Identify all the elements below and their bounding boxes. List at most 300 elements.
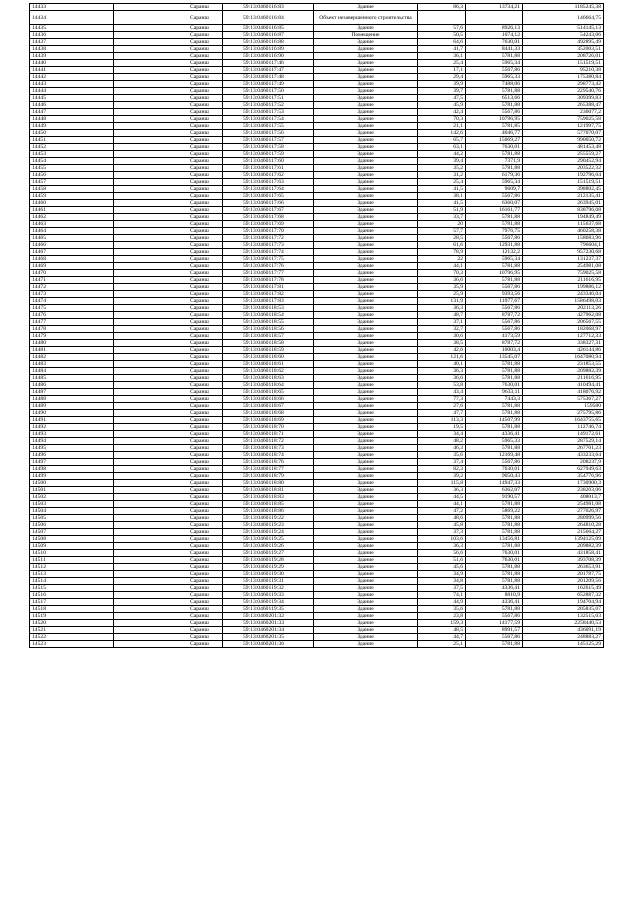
table-row bbox=[30, 613, 604, 620]
cell-cadastral-number: 59:13:0460201:33 bbox=[223, 620, 314, 627]
cell-area: 37,5 bbox=[418, 585, 466, 592]
cell-object-type: Здание bbox=[314, 620, 418, 627]
cell-area: 28,5 bbox=[418, 235, 466, 242]
table-row bbox=[30, 123, 604, 130]
cell-unit-value: 4336,41 bbox=[466, 431, 523, 438]
cell-unit-value: 7371,9 bbox=[466, 158, 523, 165]
cell-area: 48,7 bbox=[418, 312, 466, 319]
table-row bbox=[30, 214, 604, 221]
cell-area: 39,4 bbox=[418, 158, 466, 165]
cell-locality: Саранш bbox=[114, 102, 223, 109]
cell-object-type: Здание bbox=[314, 487, 418, 494]
cell-cadastral-number: 59:13:0460117:63 bbox=[223, 179, 314, 186]
cell-row-number: 14452 bbox=[30, 144, 114, 151]
cell-unit-value: 4173,59 bbox=[466, 333, 523, 340]
cell-cadastral-number: 59:13:0460117:62 bbox=[223, 172, 314, 179]
cell-row-number: 14439 bbox=[30, 53, 114, 60]
cell-locality: Саранш bbox=[114, 11, 223, 25]
cell-cadastral-value: 460258,38 bbox=[523, 228, 604, 235]
cell-locality: Саранш bbox=[114, 550, 223, 557]
cell-row-number: 14489 bbox=[30, 403, 114, 410]
cell-cadastral-value: 393708,39 bbox=[523, 557, 604, 564]
cell-area: 86,3 bbox=[418, 4, 466, 11]
cell-locality: Саранш bbox=[114, 277, 223, 284]
cell-row-number: 14478 bbox=[30, 326, 114, 333]
cell-unit-value: 12132,2 bbox=[466, 249, 523, 256]
table-row bbox=[30, 291, 604, 298]
cell-row-number: 14487 bbox=[30, 389, 114, 396]
cell-row-number: 14503 bbox=[30, 501, 114, 508]
cell-area: 131,9 bbox=[418, 298, 466, 305]
cell-object-type: Здание bbox=[314, 270, 418, 277]
cell-area: 20 bbox=[418, 221, 466, 228]
cell-area: 44,9 bbox=[418, 599, 466, 606]
cell-row-number: 14506 bbox=[30, 522, 114, 529]
cell-locality: Саранш bbox=[114, 235, 223, 242]
cell-object-type: Здание bbox=[314, 298, 418, 305]
cell-area: 27,6 bbox=[418, 403, 466, 410]
table-row bbox=[30, 4, 604, 11]
cell-area: 34,9 bbox=[418, 571, 466, 578]
cell-cadastral-value: 95210,38 bbox=[523, 67, 604, 74]
cell-unit-value: 6179,36 bbox=[466, 172, 523, 179]
table-row bbox=[30, 375, 604, 382]
cell-area: 36,1 bbox=[418, 53, 466, 60]
cell-locality: Саранш bbox=[114, 25, 223, 32]
cell-unit-value: 11077,67 bbox=[466, 298, 523, 305]
cell-locality: Саранш bbox=[114, 270, 223, 277]
table-row bbox=[30, 487, 604, 494]
cell-unit-value: 5781,88 bbox=[466, 529, 523, 536]
cell-locality: Саранш bbox=[114, 165, 223, 172]
cell-area: 38,1 bbox=[418, 193, 466, 200]
table-row bbox=[30, 312, 604, 319]
cell-locality: Саранш bbox=[114, 480, 223, 487]
cell-unit-value: 7630,01 bbox=[466, 144, 523, 151]
cell-unit-value: 10796,95 bbox=[466, 270, 523, 277]
cell-object-type: Здание bbox=[314, 375, 418, 382]
cell-unit-value: 10003,4 bbox=[466, 347, 523, 354]
table-row bbox=[30, 172, 604, 179]
cell-cadastral-value: 151519,51 bbox=[523, 179, 604, 186]
cell-unit-value: 5567,86 bbox=[466, 284, 523, 291]
cell-unit-value: 8441,33 bbox=[466, 46, 523, 53]
cell-cadastral-value: 354776,96 bbox=[523, 473, 604, 480]
cell-row-number: 14513 bbox=[30, 571, 114, 578]
cell-cadastral-value: 263945,01 bbox=[523, 200, 604, 207]
table-row bbox=[30, 46, 604, 53]
cell-locality: Саранш bbox=[114, 368, 223, 375]
cell-object-type: Здание bbox=[314, 508, 418, 515]
cell-cadastral-number: 59:13:0460117:60 bbox=[223, 158, 314, 165]
table-row bbox=[30, 557, 604, 564]
cell-cadastral-value: 206567,55 bbox=[523, 319, 604, 326]
cell-object-type: Здание bbox=[314, 109, 418, 116]
cell-cadastral-value: 263653,91 bbox=[523, 564, 604, 571]
cell-row-number: 14453 bbox=[30, 151, 114, 158]
cell-unit-value: 7630,01 bbox=[466, 466, 523, 473]
cell-cadastral-number: 59:13:0460117:70 bbox=[223, 228, 314, 235]
cell-area: 21,1 bbox=[418, 123, 466, 130]
table-row bbox=[30, 592, 604, 599]
table-row bbox=[30, 480, 604, 487]
cell-cadastral-value: 151519,51 bbox=[523, 60, 604, 67]
cell-object-type: Здание bbox=[314, 445, 418, 452]
cell-cadastral-value: 208237,9 bbox=[523, 459, 604, 466]
cell-cadastral-value: 838796,08 bbox=[523, 207, 604, 214]
cell-area: 46,3 bbox=[418, 445, 466, 452]
cell-object-type: Здание bbox=[314, 165, 418, 172]
cell-row-number: 14460 bbox=[30, 200, 114, 207]
cell-row-number: 14473 bbox=[30, 291, 114, 298]
table-row bbox=[30, 508, 604, 515]
cell-row-number: 14488 bbox=[30, 396, 114, 403]
cell-row-number: 14435 bbox=[30, 25, 114, 32]
cell-row-number: 14467 bbox=[30, 249, 114, 256]
cell-object-type: Здание bbox=[314, 123, 418, 130]
cell-row-number: 14448 bbox=[30, 116, 114, 123]
cell-object-type: Здание bbox=[314, 81, 418, 88]
cell-unit-value: 13734,21 bbox=[466, 4, 523, 11]
cell-object-type: Здание bbox=[314, 326, 418, 333]
cell-cadastral-number: 59:13:0460118:57 bbox=[223, 333, 314, 340]
cell-locality: Саранш bbox=[114, 536, 223, 543]
cell-object-type: Здание bbox=[314, 634, 418, 641]
cell-area: 44,1 bbox=[418, 263, 466, 270]
cell-row-number: 14494 bbox=[30, 438, 114, 445]
table-row bbox=[30, 410, 604, 417]
table-row bbox=[30, 270, 604, 277]
cell-unit-value: 5567,86 bbox=[466, 109, 523, 116]
table-row bbox=[30, 473, 604, 480]
cell-unit-value: 5781,88 bbox=[466, 361, 523, 368]
cell-cadastral-value: 652887,32 bbox=[523, 592, 604, 599]
cell-unit-value: 12169,48 bbox=[466, 452, 523, 459]
cell-unit-value: 8991,57 bbox=[466, 627, 523, 634]
cell-row-number: 14514 bbox=[30, 578, 114, 585]
cell-cadastral-number: 59:13:0460117:65 bbox=[223, 193, 314, 200]
cell-unit-value: 1074,12 bbox=[466, 32, 523, 39]
cell-unit-value: 4336,41 bbox=[466, 599, 523, 606]
cell-unit-value: 5567,86 bbox=[466, 634, 523, 641]
cell-object-type: Здание bbox=[314, 137, 418, 144]
table-row bbox=[30, 431, 604, 438]
table-row bbox=[30, 578, 604, 585]
cell-cadastral-number: 59:13:0460119:31 bbox=[223, 578, 314, 585]
cell-cadastral-number: 59:13:0460116:84 bbox=[223, 11, 314, 25]
cell-cadastral-number: 59:13:0460119:24 bbox=[223, 529, 314, 536]
cell-locality: Саранш bbox=[114, 214, 223, 221]
cell-cadastral-value: 398802,45 bbox=[523, 186, 604, 193]
cell-object-type: Здание bbox=[314, 466, 418, 473]
cell-row-number: 14463 bbox=[30, 221, 114, 228]
cell-row-number: 14438 bbox=[30, 46, 114, 53]
cell-locality: Саранш bbox=[114, 473, 223, 480]
cell-unit-value: 9609,7 bbox=[466, 186, 523, 193]
cell-locality: Саранш bbox=[114, 564, 223, 571]
table-row bbox=[30, 550, 604, 557]
cell-row-number: 14449 bbox=[30, 123, 114, 130]
cell-area: 37,4 bbox=[418, 459, 466, 466]
cell-cadastral-number: 59:13:0460118:53 bbox=[223, 305, 314, 312]
cell-row-number: 14444 bbox=[30, 88, 114, 95]
cell-locality: Саранш bbox=[114, 200, 223, 207]
cell-cadastral-number: 59:13:0460117:49 bbox=[223, 81, 314, 88]
table-body bbox=[30, 4, 604, 648]
cell-cadastral-value: 309399,83 bbox=[523, 95, 604, 102]
cell-area: 43,4 bbox=[418, 389, 466, 396]
cell-unit-value: 4336,41 bbox=[466, 585, 523, 592]
cell-object-type: Здание bbox=[314, 389, 418, 396]
cell-cadastral-value: 277026,97 bbox=[523, 508, 604, 515]
cell-cadastral-value: 352003,51 bbox=[523, 46, 604, 53]
cell-object-type: Здание bbox=[314, 459, 418, 466]
cell-cadastral-value: 759025,58 bbox=[523, 116, 604, 123]
cell-cadastral-value: 408013,7 bbox=[523, 494, 604, 501]
cell-cadastral-value: 264810,28 bbox=[523, 522, 604, 529]
table-row bbox=[30, 347, 604, 354]
cell-locality: Саранш bbox=[114, 228, 223, 235]
cell-locality: Саранш bbox=[114, 81, 223, 88]
cell-cadastral-value: 255559,27 bbox=[523, 151, 604, 158]
table-row bbox=[30, 25, 604, 32]
cell-locality: Саранш bbox=[114, 571, 223, 578]
cell-object-type: Здание bbox=[314, 571, 418, 578]
cell-area: 53,8 bbox=[418, 382, 466, 389]
cell-row-number: 14512 bbox=[30, 564, 114, 571]
cell-area: 37,1 bbox=[418, 319, 466, 326]
cell-area: 47,2 bbox=[418, 508, 466, 515]
cell-locality: Саранш bbox=[114, 46, 223, 53]
table-row bbox=[30, 151, 604, 158]
cell-cadastral-number: 59:13:0460119:28 bbox=[223, 557, 314, 564]
cell-object-type: Здание bbox=[314, 578, 418, 585]
cell-locality: Саранш bbox=[114, 410, 223, 417]
cell-area: 36,3 bbox=[418, 487, 466, 494]
cell-object-type: Здание bbox=[314, 333, 418, 340]
cell-cadastral-number: 59:13:0460118:81 bbox=[223, 487, 314, 494]
cell-cadastral-number: 59:13:0460118:61 bbox=[223, 361, 314, 368]
cell-unit-value: 5567,86 bbox=[466, 459, 523, 466]
cell-unit-value: 5781,88 bbox=[466, 214, 523, 221]
cell-object-type: Здание bbox=[314, 417, 418, 424]
cell-unit-value: 7630,01 bbox=[466, 550, 523, 557]
cell-cadastral-value: 243346,04 bbox=[523, 291, 604, 298]
cell-cadastral-number: 59:13:0460118:76 bbox=[223, 459, 314, 466]
cell-cadastral-number: 59:13:0460118:73 bbox=[223, 445, 314, 452]
cell-locality: Саранш bbox=[114, 172, 223, 179]
table-row bbox=[30, 522, 604, 529]
cell-row-number: 14485 bbox=[30, 375, 114, 382]
table-row bbox=[30, 361, 604, 368]
cell-object-type: Здание bbox=[314, 473, 418, 480]
table-row bbox=[30, 81, 604, 88]
cell-cadastral-value: 254981,08 bbox=[523, 263, 604, 270]
cell-object-type: Здание bbox=[314, 95, 418, 102]
cell-area: 36,3 bbox=[418, 305, 466, 312]
table-row bbox=[30, 536, 604, 543]
cell-cadastral-value: 182068,97 bbox=[523, 326, 604, 333]
cell-unit-value: 5567,86 bbox=[466, 305, 523, 312]
cell-locality: Саранш bbox=[114, 403, 223, 410]
cell-locality: Саранш bbox=[114, 74, 223, 81]
cell-cadastral-number: 59:13:0460117:78 bbox=[223, 277, 314, 284]
cell-locality: Саранш bbox=[114, 60, 223, 67]
cell-area: 45,6 bbox=[418, 564, 466, 571]
cell-locality: Саранш bbox=[114, 88, 223, 95]
cell-locality: Саранш bbox=[114, 333, 223, 340]
cell-cadastral-number: 59:13:0460119:29 bbox=[223, 564, 314, 571]
table-row bbox=[30, 235, 604, 242]
cell-locality: Саранш bbox=[114, 389, 223, 396]
cell-area: 113,3 bbox=[418, 417, 466, 424]
cell-locality: Саранш bbox=[114, 67, 223, 74]
cell-object-type: Здание bbox=[314, 221, 418, 228]
cell-row-number: 14502 bbox=[30, 494, 114, 501]
cell-area: 23,8 bbox=[418, 613, 466, 620]
cell-unit-value: 5781,88 bbox=[466, 53, 523, 60]
cell-cadastral-number: 59:13:0460116:88 bbox=[223, 39, 314, 46]
cell-cadastral-number: 59:13:0460118:66 bbox=[223, 396, 314, 403]
cell-cadastral-number: 59:13:0460118:63 bbox=[223, 375, 314, 382]
cell-object-type: Здание bbox=[314, 74, 418, 81]
cell-cadastral-value: 149172,61 bbox=[523, 431, 604, 438]
cell-cadastral-value: 194704,94 bbox=[523, 599, 604, 606]
cell-cadastral-value: 121997,75 bbox=[523, 123, 604, 130]
cell-area: 48,6 bbox=[418, 515, 466, 522]
table-row bbox=[30, 284, 604, 291]
cell-area: 45,9 bbox=[418, 102, 466, 109]
cell-row-number: 14451 bbox=[30, 137, 114, 144]
cell-row-number: 14436 bbox=[30, 32, 114, 39]
cell-row-number: 14434 bbox=[30, 11, 114, 25]
cell-unit-value: 9393,56 bbox=[466, 291, 523, 298]
cell-cadastral-number: 59:13:0460117:74 bbox=[223, 249, 314, 256]
cell-cadastral-value: 132515,03 bbox=[523, 613, 604, 620]
cell-row-number: 14445 bbox=[30, 95, 114, 102]
cell-locality: Саранш bbox=[114, 326, 223, 333]
cell-row-number: 14493 bbox=[30, 431, 114, 438]
cell-area: 48,2 bbox=[418, 438, 466, 445]
cell-unit-value: 7488,06 bbox=[466, 81, 523, 88]
cell-row-number: 14509 bbox=[30, 543, 114, 550]
cell-locality: Саранш bbox=[114, 494, 223, 501]
cell-cadastral-number: 59:13:0460119:34 bbox=[223, 599, 314, 606]
cell-object-type: Здание bbox=[314, 340, 418, 347]
cell-area: 57,7 bbox=[418, 228, 466, 235]
cell-unit-value: 9050,43 bbox=[466, 473, 523, 480]
table-row bbox=[30, 200, 604, 207]
cell-object-type: Здание bbox=[314, 606, 418, 613]
cell-area: 29,4 bbox=[418, 74, 466, 81]
cell-row-number: 14501 bbox=[30, 487, 114, 494]
cell-locality: Саранш bbox=[114, 431, 223, 438]
cell-area: 44,7 bbox=[418, 634, 466, 641]
cell-row-number: 14496 bbox=[30, 452, 114, 459]
cell-locality: Саранш bbox=[114, 543, 223, 550]
cell-cadastral-number: 59:13:0460118:80 bbox=[223, 480, 314, 487]
cell-object-type: Здание bbox=[314, 284, 418, 291]
cell-row-number: 14499 bbox=[30, 473, 114, 480]
cell-cadastral-value: 146664,75 bbox=[523, 11, 604, 25]
cell-area: 41,5 bbox=[418, 186, 466, 193]
cell-cadastral-number: 59:13:0460117:83 bbox=[223, 298, 314, 305]
cell-locality: Саранш bbox=[114, 137, 223, 144]
cell-locality: Саранш bbox=[114, 109, 223, 116]
cell-object-type: Здание bbox=[314, 403, 418, 410]
cell-object-type: Помещение bbox=[314, 32, 418, 39]
cell-row-number: 14470 bbox=[30, 270, 114, 277]
cell-unit-value: 5781,88 bbox=[466, 368, 523, 375]
cell-object-type: Здание bbox=[314, 60, 418, 67]
table-row bbox=[30, 116, 604, 123]
cell-cadastral-value: 203522,32 bbox=[523, 165, 604, 172]
cell-cadastral-number: 59:13:0460118:70 bbox=[223, 424, 314, 431]
cell-locality: Саранш bbox=[114, 312, 223, 319]
cell-cadastral-value: 577070,07 bbox=[523, 130, 604, 137]
table-row bbox=[30, 109, 604, 116]
cell-object-type: Здание bbox=[314, 186, 418, 193]
cell-locality: Саранш bbox=[114, 186, 223, 193]
cell-cadastral-number: 59:13:0460201:34 bbox=[223, 627, 314, 634]
table-row bbox=[30, 179, 604, 186]
cell-cadastral-number: 59:13:0460118:74 bbox=[223, 452, 314, 459]
table-row bbox=[30, 494, 604, 501]
cell-locality: Саранш bbox=[114, 557, 223, 564]
table-row bbox=[30, 39, 604, 46]
cell-locality: Саранш bbox=[114, 620, 223, 627]
cell-cadastral-value: 290452,94 bbox=[523, 158, 604, 165]
cell-object-type: Здание bbox=[314, 452, 418, 459]
table-row bbox=[30, 445, 604, 452]
cell-area: 64,6 bbox=[418, 39, 466, 46]
cell-area: 47,5 bbox=[418, 95, 466, 102]
cell-cadastral-value: 759025,58 bbox=[523, 270, 604, 277]
cell-row-number: 14510 bbox=[30, 550, 114, 557]
cell-object-type: Здание bbox=[314, 193, 418, 200]
cell-unit-value: 13456,81 bbox=[466, 536, 523, 543]
cell-cadastral-number: 59:13:0460117:82 bbox=[223, 291, 314, 298]
table-row bbox=[30, 74, 604, 81]
cell-row-number: 14464 bbox=[30, 228, 114, 235]
table-row bbox=[30, 641, 604, 648]
cell-unit-value: 5781,88 bbox=[466, 543, 523, 550]
cell-cadastral-number: 59:13:0460118:65 bbox=[223, 389, 314, 396]
cell-area: 57,6 bbox=[418, 25, 466, 32]
cell-locality: Саранш bbox=[114, 487, 223, 494]
table-row bbox=[30, 11, 604, 25]
cell-cadastral-number: 59:13:0460117:54 bbox=[223, 116, 314, 123]
cell-object-type: Здание bbox=[314, 207, 418, 214]
cell-area: 22 bbox=[418, 256, 466, 263]
cell-cadastral-value: 2258440,53 bbox=[523, 620, 604, 627]
cell-unit-value: 14177,59 bbox=[466, 620, 523, 627]
cell-locality: Саранш bbox=[114, 438, 223, 445]
cell-locality: Саранш bbox=[114, 256, 223, 263]
table-row bbox=[30, 620, 604, 627]
cell-cadastral-value: 212135,41 bbox=[523, 193, 604, 200]
cell-row-number: 14459 bbox=[30, 193, 114, 200]
cell-locality: Саранш bbox=[114, 144, 223, 151]
cell-row-number: 14454 bbox=[30, 158, 114, 165]
cell-object-type: Здание bbox=[314, 361, 418, 368]
cell-unit-value: 7630,01 bbox=[466, 382, 523, 389]
cell-cadastral-number: 59:13:0460118:86 bbox=[223, 508, 314, 515]
cell-locality: Саранш bbox=[114, 396, 223, 403]
cell-cadastral-number: 59:13:0460118:62 bbox=[223, 368, 314, 375]
cell-locality: Саранш bbox=[114, 592, 223, 599]
cell-unit-value: 5781,88 bbox=[466, 221, 523, 228]
